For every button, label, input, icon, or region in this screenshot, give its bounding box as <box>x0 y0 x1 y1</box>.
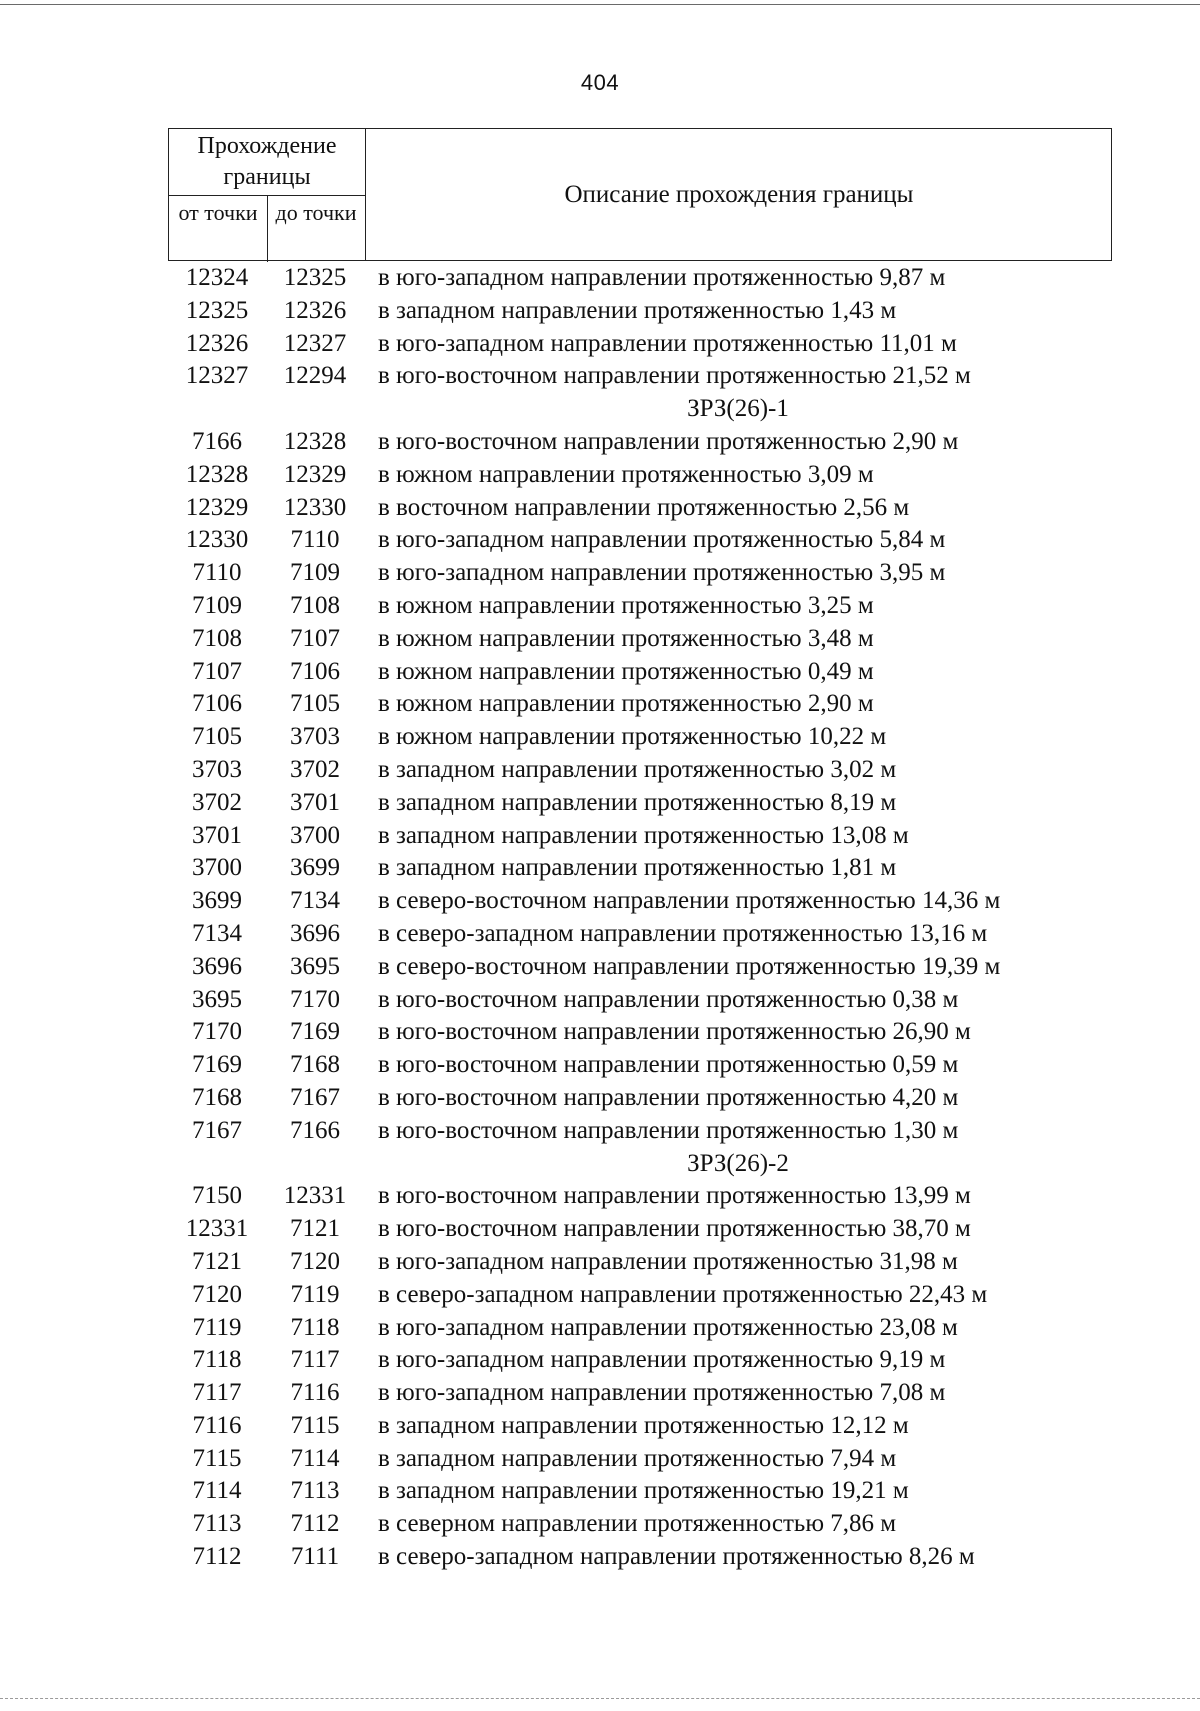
to-point: 7168 <box>290 1051 340 1079</box>
from-point: 12324 <box>185 264 249 291</box>
section-heading: ЗРЗ(26)-2 <box>687 1149 789 1177</box>
table-row <box>168 1246 1112 1279</box>
table-row <box>168 787 1112 820</box>
to-point: 7109 <box>290 559 340 587</box>
table-row <box>168 1344 1112 1377</box>
from-point: 3696 <box>192 952 242 980</box>
boundary-description: в юго-восточном направлении протяженностью 4,20 м <box>378 1083 959 1111</box>
from-point: 7120 <box>192 1280 242 1308</box>
boundary-description: в юго-восточном направлении протяженностью 21,52 м <box>378 362 971 390</box>
table-row <box>168 360 1112 393</box>
table-row <box>168 1115 1112 1148</box>
to-point: 12325 <box>283 264 347 291</box>
from-point: 7105 <box>192 723 242 751</box>
section-heading-row <box>168 1148 1112 1181</box>
from-point: 12328 <box>185 460 249 488</box>
from-point: 7110 <box>192 559 242 587</box>
from-point: 12327 <box>185 362 249 390</box>
table-row <box>168 262 1112 295</box>
to-point: 12328 <box>283 427 347 455</box>
table-row <box>168 1049 1112 1082</box>
from-point: 7168 <box>192 1083 242 1111</box>
to-point: 7170 <box>290 985 340 1013</box>
boundary-description: в западном направлении протяженностью 13,08 м <box>378 821 909 849</box>
to-point: 12326 <box>283 296 347 324</box>
to-point: 7118 <box>290 1313 340 1341</box>
table-row <box>168 1279 1112 1312</box>
boundary-description: в северо-западном направлении протяженностью 8,26 м <box>378 1543 975 1571</box>
to-point: 7167 <box>290 1083 340 1111</box>
boundary-description: в западном направлении протяженностью 3,02 м <box>378 755 897 783</box>
boundary-description: в юго-восточном направлении протяженностью 1,30 м <box>378 1116 959 1144</box>
to-point: 7169 <box>290 1018 340 1046</box>
boundary-description: в южном направлении протяженностью 3,25 м <box>378 591 874 619</box>
table-row <box>168 754 1112 787</box>
table-header <box>168 128 1112 261</box>
boundary-description: в западном направлении протяженностью 1,81 м <box>378 854 897 882</box>
boundary-description: в юго-восточном направлении протяженностью 0,38 м <box>378 985 959 1013</box>
from-point: 7121 <box>192 1247 242 1275</box>
boundary-description: в юго-западном направлении протяженностью 3,95 м <box>378 559 946 587</box>
boundary-description: в южном направлении протяженностью 2,90 м <box>378 690 874 718</box>
from-point: 12325 <box>185 296 249 324</box>
to-point: 7105 <box>290 690 340 718</box>
table-row <box>168 1410 1112 1443</box>
from-point: 12329 <box>185 493 249 521</box>
table-row <box>168 1213 1112 1246</box>
table-row <box>168 721 1112 754</box>
from-point: 3703 <box>192 755 242 783</box>
table-row <box>168 590 1112 623</box>
from-point: 7166 <box>192 427 242 455</box>
boundary-description: в северо-восточном направлении протяженностью 19,39 м <box>378 952 1001 980</box>
table-row <box>168 328 1112 361</box>
from-point: 3701 <box>192 821 242 849</box>
to-point: 3696 <box>290 919 340 947</box>
boundary-description: в северном направлении протяженностью 7,86 м <box>378 1510 897 1538</box>
table-row <box>168 1541 1112 1574</box>
to-point: 7121 <box>290 1215 340 1243</box>
to-point: 7111 <box>290 1543 340 1571</box>
to-point: 3699 <box>290 854 340 882</box>
boundary-description: в южном направлении протяженностью 10,22 м <box>378 723 887 751</box>
table-row <box>168 1443 1112 1476</box>
to-point: 3701 <box>290 788 340 816</box>
from-point: 7167 <box>192 1116 242 1144</box>
to-point: 12331 <box>283 1182 347 1210</box>
header-from-point: от точки <box>178 200 258 225</box>
table-row <box>168 918 1112 951</box>
from-point: 7150 <box>192 1182 242 1210</box>
table-row <box>168 688 1112 721</box>
to-point: 7115 <box>290 1411 340 1439</box>
from-point: 3702 <box>192 788 242 816</box>
boundary-description: в северо-восточном направлении протяженностью 14,36 м <box>378 887 1001 915</box>
table-row <box>168 623 1112 656</box>
from-point: 7116 <box>192 1411 242 1439</box>
to-point: 7116 <box>290 1379 340 1407</box>
table-row <box>168 426 1112 459</box>
table-row <box>168 951 1112 984</box>
table-row <box>168 885 1112 918</box>
to-point: 7110 <box>290 526 340 554</box>
table-row <box>168 852 1112 885</box>
boundary-description: в западном направлении протяженностью 7,94 м <box>378 1444 897 1472</box>
from-point: 7117 <box>192 1379 242 1407</box>
table-row <box>168 492 1112 525</box>
boundary-description: в юго-восточном направлении протяженностью 0,59 м <box>378 1051 959 1079</box>
boundary-description: в восточном направлении протяженностью 2,56 м <box>378 493 910 521</box>
to-point: 12329 <box>283 460 347 488</box>
page-number: 404 <box>580 70 620 95</box>
scan-bottom-edge <box>0 1698 1200 1699</box>
boundary-description: в юго-западном направлении протяженностью 31,98 м <box>378 1247 958 1275</box>
from-point: 12330 <box>185 526 249 554</box>
boundary-description: в юго-восточном направлении протяженностью 2,90 м <box>378 427 959 455</box>
boundary-description: в западном направлении протяженностью 1,43 м <box>378 296 897 324</box>
boundary-description: в юго-восточном направлении протяженностью 38,70 м <box>378 1215 971 1243</box>
scan-top-edge <box>0 4 1200 5</box>
from-point: 3699 <box>192 887 242 915</box>
table-row <box>168 1508 1112 1541</box>
boundary-description: в южном направлении протяженностью 3,09 м <box>378 460 874 488</box>
to-point: 3695 <box>290 952 340 980</box>
from-point: 7107 <box>192 657 242 685</box>
to-point: 12327 <box>283 329 347 357</box>
to-point: 7108 <box>290 591 340 619</box>
table-row <box>168 557 1112 590</box>
table-row <box>168 1312 1112 1345</box>
to-point: 7119 <box>290 1280 340 1308</box>
boundary-description: в юго-восточном направлении протяженностью 26,90 м <box>378 1018 971 1046</box>
header-to-point: до точки <box>275 200 357 225</box>
table-row <box>168 459 1112 492</box>
header-description-label: Описание прохождения границы <box>564 180 914 208</box>
to-point: 12294 <box>283 362 347 390</box>
table-row <box>168 295 1112 328</box>
table-row <box>168 1475 1112 1508</box>
from-point: 7109 <box>192 591 242 619</box>
from-point: 3695 <box>192 985 242 1013</box>
to-point: 7117 <box>290 1346 340 1374</box>
boundary-description: в юго-западном направлении протяженностью 5,84 м <box>378 526 946 554</box>
boundary-description: в западном направлении протяженностью 12,12 м <box>378 1411 909 1439</box>
boundary-description: в северо-западном направлении протяженностью 13,16 м <box>378 919 988 947</box>
to-point: 7113 <box>290 1477 340 1505</box>
from-point: 7169 <box>192 1051 242 1079</box>
from-point: 7113 <box>192 1510 242 1538</box>
table-row <box>168 656 1112 689</box>
to-point: 3702 <box>290 755 340 783</box>
to-point: 7112 <box>290 1510 340 1538</box>
to-point: 7114 <box>290 1444 340 1472</box>
from-point: 7119 <box>192 1313 242 1341</box>
boundary-description: в юго-западном направлении протяженностью 23,08 м <box>378 1313 958 1341</box>
to-point: 7134 <box>290 887 340 915</box>
from-point: 7114 <box>192 1477 242 1505</box>
boundary-description: в юго-западном направлении протяженностью 11,01 м <box>378 329 957 357</box>
from-point: 7106 <box>192 690 242 718</box>
boundary-description: в юго-западном направлении протяженностью 9,19 м <box>378 1346 946 1374</box>
from-point: 7108 <box>192 624 242 652</box>
from-point: 7115 <box>192 1444 242 1472</box>
table-row <box>168 1016 1112 1049</box>
boundary-description: в южном направлении протяженностью 0,49 м <box>378 657 874 685</box>
from-point: 7170 <box>192 1018 242 1046</box>
from-point: 12326 <box>185 329 249 357</box>
to-point: 3703 <box>290 723 340 751</box>
table-row <box>168 1377 1112 1410</box>
section-heading: ЗРЗ(26)-1 <box>687 395 789 423</box>
header-boundary-passage: Прохождение границы <box>197 133 337 190</box>
to-point: 3700 <box>290 821 340 849</box>
boundary-description: в юго-западном направлении протяженностью 9,87 м <box>378 264 946 291</box>
boundary-description: в западном направлении протяженностью 8,19 м <box>378 788 897 816</box>
from-point: 7112 <box>192 1543 242 1571</box>
boundary-description: в южном направлении протяженностью 3,48 м <box>378 624 874 652</box>
to-point: 7120 <box>290 1247 340 1275</box>
header-description <box>365 129 1113 260</box>
to-point: 7107 <box>290 624 340 652</box>
to-point: 7106 <box>290 657 340 685</box>
table-row <box>168 1082 1112 1115</box>
to-point: 7166 <box>290 1116 340 1144</box>
boundary-description: в западном направлении протяженностью 19,21 м <box>378 1477 909 1505</box>
to-point: 12330 <box>283 493 347 521</box>
boundary-description: в юго-западном направлении протяженностью 7,08 м <box>378 1379 946 1407</box>
table-row <box>168 984 1112 1017</box>
from-point: 7134 <box>192 919 242 947</box>
from-point: 3700 <box>192 854 242 882</box>
boundary-table-body <box>168 262 1112 1574</box>
from-point: 7118 <box>192 1346 242 1374</box>
table-row <box>168 1180 1112 1213</box>
table-row <box>168 820 1112 853</box>
from-point: 12331 <box>185 1215 249 1243</box>
table-row <box>168 524 1112 557</box>
boundary-description: в северо-западном направлении протяженностью 22,43 м <box>378 1280 988 1308</box>
boundary-description: в юго-восточном направлении протяженностью 13,99 м <box>378 1182 971 1210</box>
section-heading-row <box>168 393 1112 426</box>
